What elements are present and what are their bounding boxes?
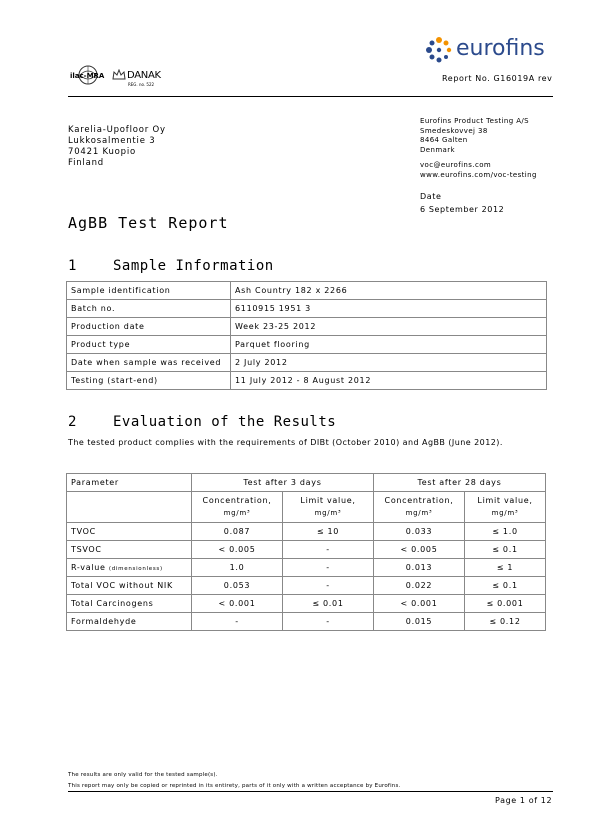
conc-3-days: - — [192, 613, 283, 631]
sender-address — [420, 117, 537, 180]
ilac-mra-label: ilac-MRA — [70, 72, 105, 80]
date-value: 6 September 2012 — [420, 205, 505, 214]
conc-3-days: < 0.005 — [192, 541, 283, 559]
conc-28-days: < 0.005 — [374, 541, 465, 559]
page-number: Page 1 of 12 — [495, 796, 553, 805]
param-cell — [67, 559, 192, 577]
sample-info-value: 11 July 2012 - 8 August 2012 — [231, 372, 547, 390]
sub-limit-label: Limit value, — [300, 496, 356, 505]
eurofins-logo — [425, 36, 555, 66]
sub-concentration-label: Concentration, — [384, 496, 454, 505]
sample-info-table — [66, 281, 547, 390]
sub-limit-label: Limit value, — [477, 496, 533, 505]
conc-28-days: 0.022 — [374, 577, 465, 595]
sender-line: 8464 Galten — [420, 136, 468, 144]
table-row — [67, 336, 547, 354]
recipient-line: Karelia-Upofloor Oy — [68, 125, 166, 135]
param-name: TVOC — [67, 523, 192, 541]
param-name: R-value — [71, 563, 106, 572]
danak-label: DANAK — [127, 70, 161, 81]
sample-info-value: Parquet flooring — [231, 336, 547, 354]
table-header-row — [67, 474, 546, 492]
recipient-line: Lukkosalmentie 3 — [68, 136, 156, 146]
danak-reg-label: REG. no. 522 — [128, 82, 155, 87]
param-name: TSVOC — [67, 541, 192, 559]
limit-28-days: ≤ 0.12 — [465, 613, 546, 631]
report-number: Report No. G16019A rev — [442, 74, 553, 83]
table-row — [67, 595, 546, 613]
conc-28-days: 0.015 — [374, 613, 465, 631]
limit-3-days: ≤ 0.01 — [283, 595, 374, 613]
page-title: AgBB Test Report — [68, 214, 229, 232]
danak-crown-icon — [112, 69, 126, 81]
footer-note-copyright: This report may only be copied or reprinted in its entirety, parts of it only with a written acceptance by Eurofins. — [68, 783, 401, 789]
limit-3-days: - — [283, 541, 374, 559]
eurofins-logo-text: eurofins — [456, 36, 545, 61]
limit-28-days: ≤ 0.1 — [465, 577, 546, 595]
sub-unit-label: mg/m³ — [314, 509, 342, 517]
recipient-line: 70421 Kuopio — [68, 147, 137, 157]
table-row — [67, 354, 547, 372]
sample-info-value: 6110915 1951 3 — [231, 300, 547, 318]
conc-28-days: 0.013 — [374, 559, 465, 577]
section-1-number: 1 — [68, 258, 77, 274]
results-table — [66, 473, 546, 631]
col-group-28-days: Test after 28 days — [374, 474, 546, 492]
section-1-heading: Sample Information — [113, 258, 274, 274]
table-row — [67, 577, 546, 595]
header-rule — [68, 96, 553, 97]
sender-web[interactable]: www.eurofins.com/voc-testing — [420, 170, 537, 179]
table-row — [67, 300, 547, 318]
conc-28-days: < 0.001 — [374, 595, 465, 613]
limit-3-days: - — [283, 613, 374, 631]
empty-cell — [67, 492, 192, 523]
sample-info-label: Testing (start-end) — [67, 372, 231, 390]
sender-email[interactable]: voc@eurofins.com — [420, 161, 492, 169]
col-group-3-days: Test after 3 days — [192, 474, 374, 492]
sub-concentration-28 — [374, 492, 465, 523]
date-label: Date — [420, 192, 442, 201]
sub-unit-label: mg/m³ — [223, 509, 251, 517]
table-subheader-row — [67, 492, 546, 523]
sub-concentration-label: Concentration, — [202, 496, 272, 505]
sub-limit-3 — [283, 492, 374, 523]
date-block — [420, 190, 504, 216]
footer-rule — [68, 791, 553, 792]
conc-3-days: 0.053 — [192, 577, 283, 595]
limit-28-days: ≤ 0.1 — [465, 541, 546, 559]
param-note: (dimensionless) — [108, 566, 163, 572]
sample-info-label: Batch no. — [67, 300, 231, 318]
sender-line: Denmark — [420, 145, 455, 154]
sender-line: Eurofins Product Testing A/S — [420, 117, 530, 125]
sample-info-value: 2 July 2012 — [231, 354, 547, 372]
table-row — [67, 613, 546, 631]
param-name: Total VOC without NIK — [67, 577, 192, 595]
table-row — [67, 541, 546, 559]
limit-28-days: ≤ 1.0 — [465, 523, 546, 541]
param-name: Formaldehyde — [67, 613, 192, 631]
footer-note-validity: The results are only valid for the tested sample(s). — [68, 772, 218, 778]
table-row — [67, 282, 547, 300]
sample-info-label: Product type — [67, 336, 231, 354]
table-row — [67, 559, 546, 577]
limit-28-days: ≤ 1 — [465, 559, 546, 577]
limit-3-days: - — [283, 577, 374, 595]
sub-limit-28 — [465, 492, 546, 523]
conc-3-days: 1.0 — [192, 559, 283, 577]
table-row — [67, 372, 547, 390]
sample-info-label: Production date — [67, 318, 231, 336]
sample-info-value: Week 23-25 2012 — [231, 318, 547, 336]
table-row — [67, 318, 547, 336]
eurofins-logo-dots-icon — [425, 36, 453, 64]
sub-concentration-3 — [192, 492, 283, 523]
recipient-line: Finland — [68, 158, 104, 168]
limit-28-days: ≤ 0.001 — [465, 595, 546, 613]
sub-unit-label: mg/m³ — [491, 509, 519, 517]
conc-28-days: 0.033 — [374, 523, 465, 541]
section-2-number: 2 — [68, 414, 77, 430]
sample-info-value: Ash Country 182 x 2266 — [231, 282, 547, 300]
conc-3-days: 0.087 — [192, 523, 283, 541]
table-row — [67, 523, 546, 541]
sample-info-label: Sample identification — [67, 282, 231, 300]
conc-3-days: < 0.001 — [192, 595, 283, 613]
section-2-heading: Evaluation of the Results — [113, 414, 337, 430]
limit-3-days: - — [283, 559, 374, 577]
col-parameter-header: Parameter — [67, 474, 192, 492]
sample-info-label: Date when sample was received — [67, 354, 231, 372]
sender-line: Smedeskovvej 38 — [420, 126, 488, 135]
results-intro: The tested product complies with the requirements of DIBt (October 2010) and AgBB (June 2012). — [68, 438, 503, 447]
recipient-address — [68, 125, 166, 169]
param-name: Total Carcinogens — [67, 595, 192, 613]
accreditation-logos — [66, 64, 176, 94]
limit-3-days: ≤ 10 — [283, 523, 374, 541]
sub-unit-label: mg/m³ — [405, 509, 433, 517]
